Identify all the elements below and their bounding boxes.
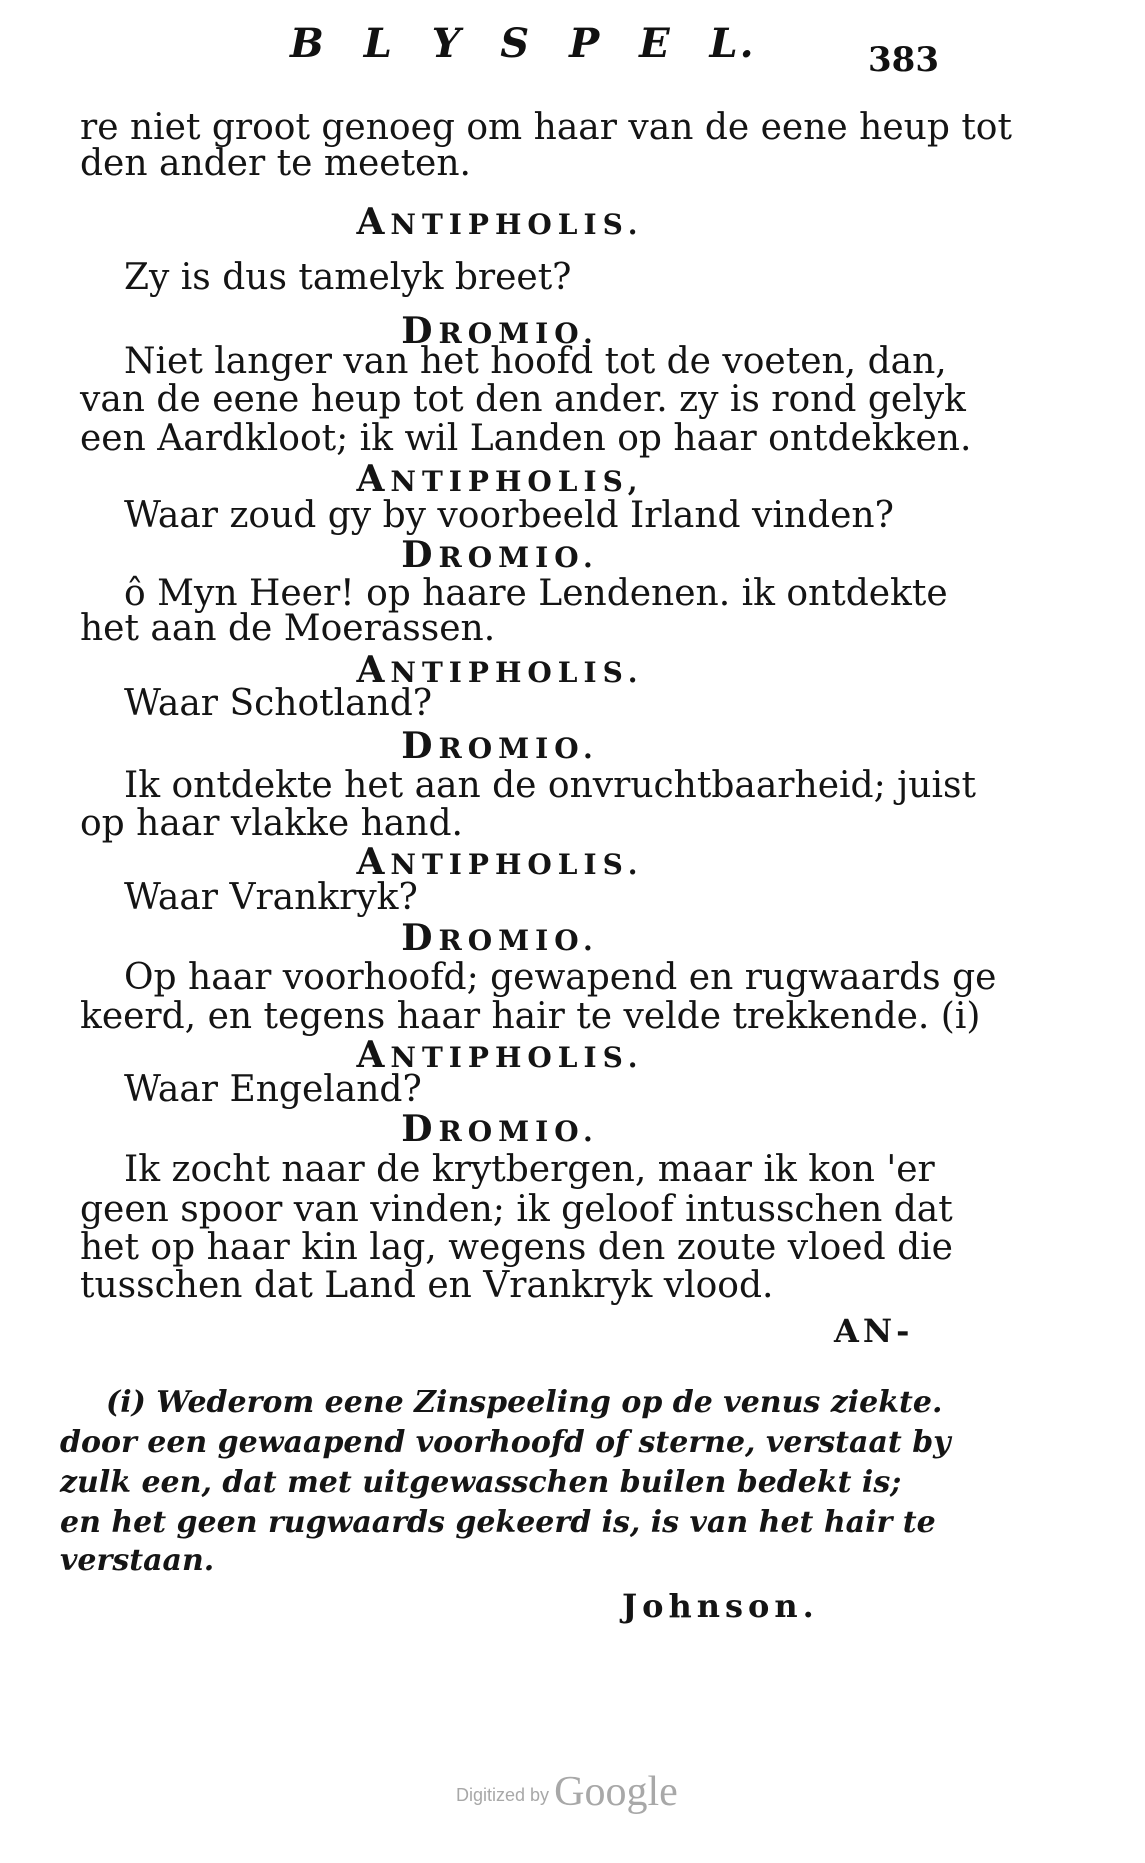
speaker-name: DROMIO. [401, 917, 599, 959]
text-line: keerd, en tegens haar hair te velde trekkende. (i) [80, 996, 981, 1037]
text-line: Niet langer van het hoofd tot de voeten, dan, [124, 341, 947, 382]
text-line: Ik zocht naar de krytbergen, maar ik kon 'er [124, 1149, 935, 1190]
footnote-line: en het geen rugwaards gekeerd is, is van het hair te [60, 1505, 936, 1540]
text-line: Waar Schotland? [124, 683, 433, 724]
text-line: op haar vlakke hand. [80, 803, 463, 844]
speaker-name: DROMIO. [401, 310, 599, 352]
watermark-brand: Google [554, 1769, 678, 1815]
text-line: re niet groot genoeg om haar van de eene heup tot [80, 107, 1012, 148]
footnote-attribution: Johnson. [622, 1587, 819, 1625]
text-line: Zy is dus tamelyk breet? [124, 257, 572, 298]
footnote-line: verstaan. [60, 1543, 215, 1578]
speaker-name: DROMIO. [401, 725, 599, 767]
text-line: geen spoor van vinden; ik geloof intusschen dat [80, 1189, 953, 1230]
digitized-watermark [456, 1768, 678, 1816]
text-line: Waar Vrankryk? [124, 877, 418, 918]
speaker-name: ANTIPHOLIS. [356, 649, 644, 691]
page-number: 383 [868, 40, 939, 80]
speaker-name: ANTIPHOLIS, [356, 458, 644, 500]
text-line: Waar Engeland? [124, 1069, 422, 1110]
speaker-name: DROMIO. [401, 534, 599, 576]
footnote-line: door een gewaapend voorhoofd of sterne, verstaat by [60, 1425, 951, 1460]
catchword: AN- [834, 1312, 914, 1350]
text-line: van de eene heup tot den ander. zy is rond gelyk [80, 379, 966, 420]
speaker-name: ANTIPHOLIS. [356, 841, 644, 883]
speaker-name: DROMIO. [401, 1108, 599, 1150]
text-line: ô Myn Heer! op haare Lendenen. ik ontdekte [124, 573, 948, 614]
text-line: den ander te meeten. [80, 143, 471, 184]
text-line: het aan de Moerassen. [80, 608, 496, 649]
footnote-line: zulk een, dat met uitgewasschen builen bedekt is; [60, 1465, 902, 1500]
text-line: een Aardkloot; ik wil Landen op haar ontdekken. [80, 418, 972, 459]
text-line: Op haar voorhoofd; gewapend en rugwaards ge [124, 957, 997, 998]
text-line: het op haar kin lag, wegens den zoute vloed die [80, 1227, 953, 1268]
footnote-line: (i) Wederom eene Zinspeeling op de venus ziekte. [106, 1385, 943, 1420]
watermark-prefix: Digitized by [456, 1785, 550, 1805]
speaker-name: ANTIPHOLIS. [356, 201, 644, 243]
text-line: Waar zoud gy by voorbeeld Irland vinden? [124, 495, 894, 536]
running-title: B L Y S P E L. [290, 20, 756, 67]
text-line: Ik ontdekte het aan de onvruchtbaarheid; juist [124, 765, 976, 806]
speaker-name: ANTIPHOLIS. [356, 1034, 644, 1076]
text-line: tusschen dat Land en Vrankryk vlood. [80, 1265, 774, 1306]
